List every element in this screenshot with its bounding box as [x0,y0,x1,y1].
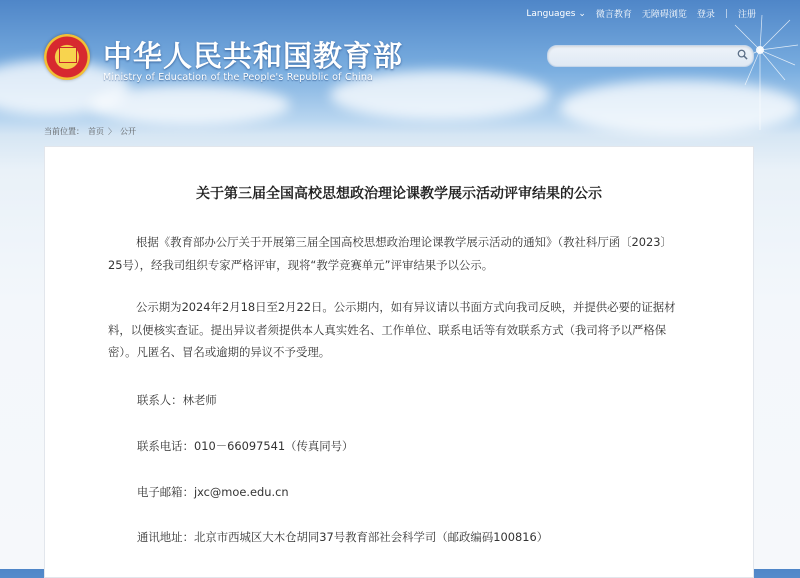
paragraph-line: 公示期为2024年2月18日至2月22日。公示期内，如有异议请以书面方式向我司反映，并提供必要的证据材 [136,300,676,314]
login-link[interactable]: 登录 [696,10,715,20]
paragraph-notice [108,231,698,276]
paragraph-line: 根据《教育部办公厅关于开展第三届全国高校思想政治理论课教学展示活动的通知》（教社科厅函〔2023〕 [136,235,672,249]
national-emblem-logo[interactable] [44,34,90,80]
breadcrumb-separator: 〉 [108,127,116,136]
breadcrumb [44,126,140,137]
cloud-decoration [90,85,290,125]
search-input[interactable] [547,45,754,67]
link-separator: | [724,8,728,19]
contact-address: 通讯地址：北京市西城区大木仓胡同37号教育部社会科学司（邮政编码100816） [137,530,549,544]
top-links [526,7,756,20]
paragraph-line: 25号），经我司组织专家严格评审，现将“教学竞赛单元”评审结果予以公示。 [108,257,494,272]
contact-phone: 联系电话：010－66097541（传真同号） [137,439,354,453]
paragraph-line: 料，以便核实查证。提出异议者须提供本人真实姓名、工作单位、联系电话等有效联系方式（我司将予以严格保 [108,322,667,337]
article-title: 关于第三届全国高校思想政治理论课教学展示活动评审结果的公示 [196,186,602,202]
weiyan-link[interactable]: 微言教育 [595,10,632,20]
article-card [44,146,754,578]
paragraph-period [108,296,698,364]
register-link[interactable]: 注册 [737,10,756,20]
languages-link[interactable]: Languages ⌄ [526,8,586,19]
tiananmen-icon [59,47,77,63]
site-title[interactable]: 中华人民共和国教育部 [103,39,404,73]
accessibility-link[interactable]: 无障碍浏览 [641,10,687,20]
search-icon[interactable] [737,49,748,60]
contact-email[interactable]: 电子邮箱：jxc@moe.edu.cn [137,485,289,499]
paragraph-line: 密）。凡匿名、冒名或逾期的异议不予受理。 [108,345,331,359]
site-header [0,0,800,118]
breadcrumb-label: 当前位置： [44,127,84,136]
contact-person: 联系人：林老师 [137,393,217,407]
breadcrumb-home[interactable]: 首页 [88,127,104,136]
site-subtitle: Ministry of Education of the People's Republic of China [103,72,374,83]
breadcrumb-current[interactable]: 公开 [120,127,136,136]
dandelion-decoration [650,10,800,130]
